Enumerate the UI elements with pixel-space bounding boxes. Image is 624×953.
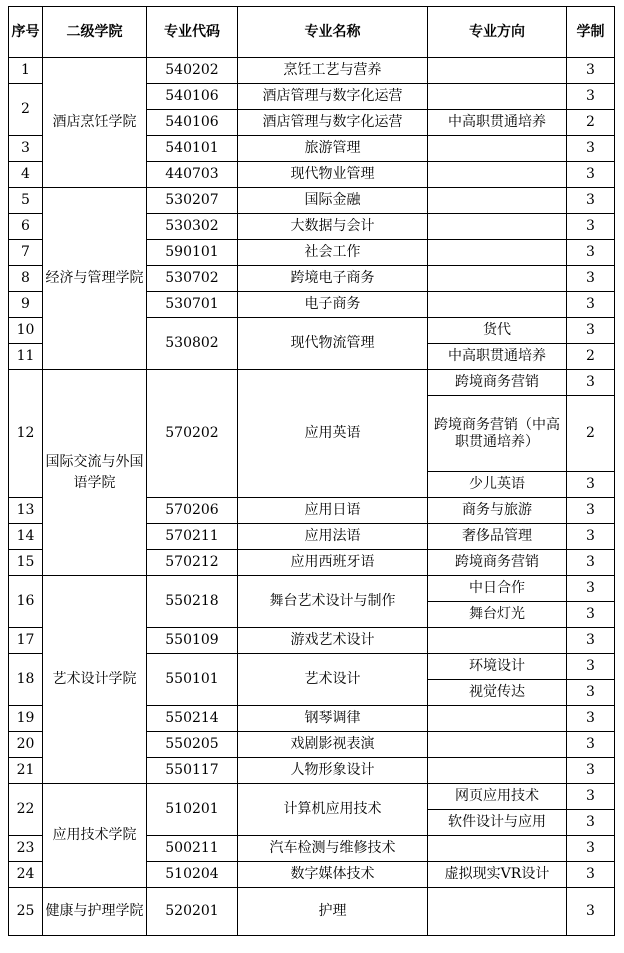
code-cell: 570202 xyxy=(147,370,238,498)
years-cell: 3 xyxy=(567,188,615,214)
years-cell: 3 xyxy=(567,888,615,936)
direction-cell: 中高职贯通培养 xyxy=(428,344,567,370)
college-cell: 酒店烹饪学院 xyxy=(43,58,147,188)
seq-cell: 6 xyxy=(9,214,43,240)
direction-cell: 软件设计与应用 xyxy=(428,810,567,836)
seq-cell: 20 xyxy=(9,732,43,758)
header-direction: 专业方向 xyxy=(428,7,567,58)
years-cell: 3 xyxy=(567,706,615,732)
seq-cell: 23 xyxy=(9,836,43,862)
name-cell: 国际金融 xyxy=(238,188,428,214)
code-cell: 540202 xyxy=(147,58,238,84)
direction-cell: 中高职贯通培养 xyxy=(428,110,567,136)
direction-cell: 舞台灯光 xyxy=(428,602,567,628)
code-cell: 530207 xyxy=(147,188,238,214)
name-cell: 烹饪工艺与营养 xyxy=(238,58,428,84)
code-cell: 530302 xyxy=(147,214,238,240)
name-cell: 现代物业管理 xyxy=(238,162,428,188)
years-cell: 3 xyxy=(567,732,615,758)
name-cell: 钢琴调律 xyxy=(238,706,428,732)
seq-cell: 5 xyxy=(9,188,43,214)
direction-cell xyxy=(428,58,567,84)
name-cell: 跨境电子商务 xyxy=(238,266,428,292)
direction-cell xyxy=(428,162,567,188)
table-row xyxy=(9,576,615,602)
name-cell: 计算机应用技术 xyxy=(238,784,428,836)
direction-cell: 中日合作 xyxy=(428,576,567,602)
years-cell: 3 xyxy=(567,498,615,524)
direction-cell xyxy=(428,706,567,732)
years-cell: 3 xyxy=(567,758,615,784)
code-cell: 590101 xyxy=(147,240,238,266)
seq-cell: 25 xyxy=(9,888,43,936)
code-cell: 440703 xyxy=(147,162,238,188)
seq-cell: 8 xyxy=(9,266,43,292)
code-cell: 550117 xyxy=(147,758,238,784)
header-years: 学制 xyxy=(567,7,615,58)
code-cell: 570206 xyxy=(147,498,238,524)
direction-cell: 跨境商务营销 xyxy=(428,370,567,396)
direction-cell: 网页应用技术 xyxy=(428,784,567,810)
years-cell: 3 xyxy=(567,240,615,266)
direction-cell: 奢侈品管理 xyxy=(428,524,567,550)
college-cell: 艺术设计学院 xyxy=(43,576,147,784)
name-cell: 酒店管理与数字化运营 xyxy=(238,110,428,136)
name-cell: 大数据与会计 xyxy=(238,214,428,240)
name-cell: 护理 xyxy=(238,888,428,936)
code-cell: 570212 xyxy=(147,550,238,576)
header-college: 二级学院 xyxy=(43,7,147,58)
seq-cell: 17 xyxy=(9,628,43,654)
name-cell: 应用法语 xyxy=(238,524,428,550)
direction-cell xyxy=(428,888,567,936)
direction-cell xyxy=(428,240,567,266)
years-cell: 3 xyxy=(567,136,615,162)
name-cell: 应用日语 xyxy=(238,498,428,524)
header-seq: 序号 xyxy=(9,7,43,58)
seq-cell: 14 xyxy=(9,524,43,550)
direction-cell xyxy=(428,84,567,110)
direction-cell: 视觉传达 xyxy=(428,680,567,706)
table-row xyxy=(9,188,615,214)
years-cell: 3 xyxy=(567,472,615,498)
direction-cell xyxy=(428,136,567,162)
code-cell: 550214 xyxy=(147,706,238,732)
college-cell: 健康与护理学院 xyxy=(43,888,147,936)
code-cell: 530702 xyxy=(147,266,238,292)
name-cell: 旅游管理 xyxy=(238,136,428,162)
direction-cell xyxy=(428,628,567,654)
direction-cell: 虚拟现实VR设计 xyxy=(428,862,567,888)
name-cell: 汽车检测与维修技术 xyxy=(238,836,428,862)
years-cell: 3 xyxy=(567,628,615,654)
seq-cell: 3 xyxy=(9,136,43,162)
direction-cell xyxy=(428,758,567,784)
years-cell: 3 xyxy=(567,266,615,292)
college-cell: 国际交流与外国语学院 xyxy=(43,370,147,576)
name-cell: 舞台艺术设计与制作 xyxy=(238,576,428,628)
name-cell: 酒店管理与数字化运营 xyxy=(238,84,428,110)
seq-cell: 12 xyxy=(9,370,43,498)
years-cell: 2 xyxy=(567,344,615,370)
code-cell: 510204 xyxy=(147,862,238,888)
header-code: 专业代码 xyxy=(147,7,238,58)
name-cell: 戏剧影视表演 xyxy=(238,732,428,758)
seq-cell: 19 xyxy=(9,706,43,732)
header-row xyxy=(9,7,615,58)
name-cell: 应用英语 xyxy=(238,370,428,498)
seq-cell: 18 xyxy=(9,654,43,706)
years-cell: 3 xyxy=(567,810,615,836)
direction-cell: 环境设计 xyxy=(428,654,567,680)
code-cell: 550205 xyxy=(147,732,238,758)
years-cell: 3 xyxy=(567,576,615,602)
years-cell: 3 xyxy=(567,550,615,576)
years-cell: 3 xyxy=(567,292,615,318)
seq-cell: 22 xyxy=(9,784,43,836)
seq-cell: 7 xyxy=(9,240,43,266)
direction-cell xyxy=(428,266,567,292)
years-cell: 3 xyxy=(567,654,615,680)
direction-cell xyxy=(428,292,567,318)
name-cell: 艺术设计 xyxy=(238,654,428,706)
code-cell: 550218 xyxy=(147,576,238,628)
seq-cell: 21 xyxy=(9,758,43,784)
name-cell: 应用西班牙语 xyxy=(238,550,428,576)
years-cell: 3 xyxy=(567,524,615,550)
years-cell: 3 xyxy=(567,162,615,188)
years-cell: 3 xyxy=(567,602,615,628)
college-cell: 应用技术学院 xyxy=(43,784,147,888)
code-cell: 550109 xyxy=(147,628,238,654)
years-cell: 2 xyxy=(567,110,615,136)
direction-cell xyxy=(428,188,567,214)
years-cell: 3 xyxy=(567,84,615,110)
direction-cell: 少儿英语 xyxy=(428,472,567,498)
majors-table xyxy=(8,6,615,936)
code-cell: 520201 xyxy=(147,888,238,936)
direction-cell: 跨境商务营销 xyxy=(428,550,567,576)
years-cell: 3 xyxy=(567,318,615,344)
code-cell: 530802 xyxy=(147,318,238,370)
code-cell: 540106 xyxy=(147,84,238,110)
name-cell: 社会工作 xyxy=(238,240,428,266)
seq-cell: 24 xyxy=(9,862,43,888)
direction-cell: 商务与旅游 xyxy=(428,498,567,524)
name-cell: 电子商务 xyxy=(238,292,428,318)
direction-cell: 跨境商务营销（中高职贯通培养） xyxy=(428,396,567,472)
years-cell: 3 xyxy=(567,784,615,810)
code-cell: 500211 xyxy=(147,836,238,862)
seq-cell: 4 xyxy=(9,162,43,188)
code-cell: 510201 xyxy=(147,784,238,836)
name-cell: 游戏艺术设计 xyxy=(238,628,428,654)
seq-cell: 2 xyxy=(9,84,43,136)
name-cell: 数字媒体技术 xyxy=(238,862,428,888)
direction-cell xyxy=(428,214,567,240)
years-cell: 3 xyxy=(567,862,615,888)
table-row xyxy=(9,888,615,936)
seq-cell: 16 xyxy=(9,576,43,628)
table-row xyxy=(9,784,615,810)
seq-cell: 15 xyxy=(9,550,43,576)
code-cell: 540106 xyxy=(147,110,238,136)
code-cell: 530701 xyxy=(147,292,238,318)
table-row xyxy=(9,370,615,396)
direction-cell xyxy=(428,836,567,862)
years-cell: 3 xyxy=(567,680,615,706)
direction-cell xyxy=(428,732,567,758)
code-cell: 570211 xyxy=(147,524,238,550)
seq-cell: 10 xyxy=(9,318,43,344)
name-cell: 人物形象设计 xyxy=(238,758,428,784)
seq-cell: 9 xyxy=(9,292,43,318)
direction-cell: 货代 xyxy=(428,318,567,344)
name-cell: 现代物流管理 xyxy=(238,318,428,370)
years-cell: 3 xyxy=(567,370,615,396)
years-cell: 3 xyxy=(567,836,615,862)
code-cell: 550101 xyxy=(147,654,238,706)
seq-cell: 1 xyxy=(9,58,43,84)
table-row xyxy=(9,58,615,84)
years-cell: 3 xyxy=(567,214,615,240)
seq-cell: 13 xyxy=(9,498,43,524)
college-cell: 经济与管理学院 xyxy=(43,188,147,370)
header-name: 专业名称 xyxy=(238,7,428,58)
years-cell: 2 xyxy=(567,396,615,472)
code-cell: 540101 xyxy=(147,136,238,162)
years-cell: 3 xyxy=(567,58,615,84)
seq-cell: 11 xyxy=(9,344,43,370)
